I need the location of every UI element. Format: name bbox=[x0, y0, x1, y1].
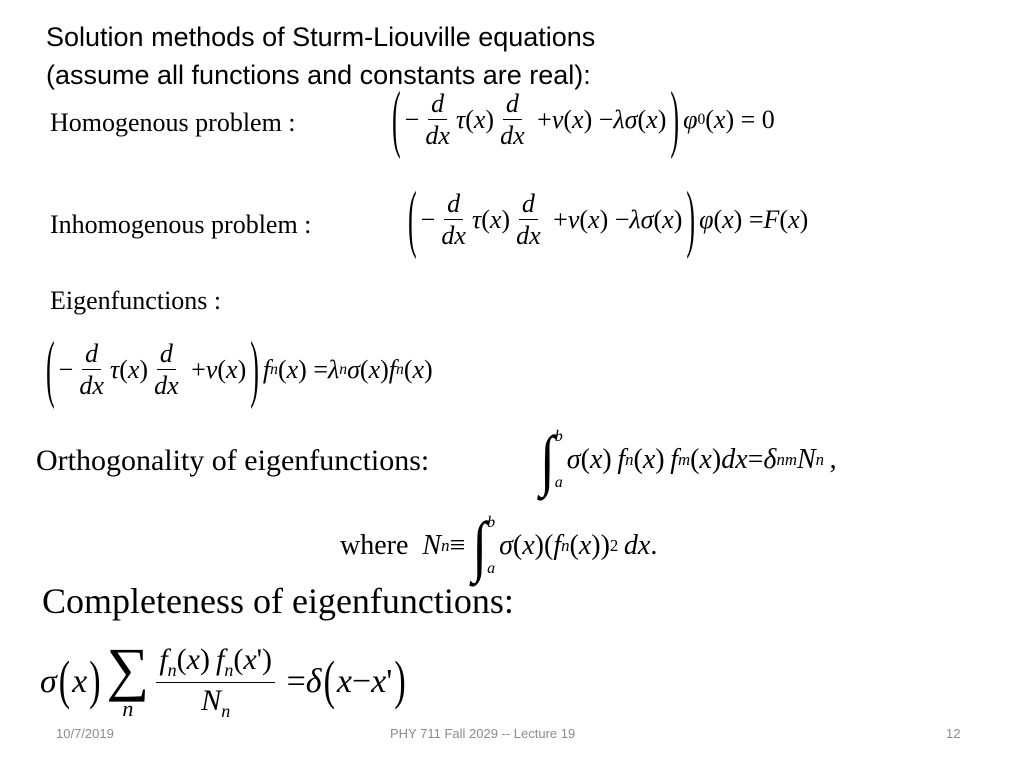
orthogonality-label: Orthogonality of eigenfunctions: bbox=[36, 444, 430, 477]
title-line-2: (assume all functions and constants are real): bbox=[46, 60, 591, 90]
footer-page-number: 12 bbox=[946, 726, 961, 741]
completeness-equation: σ ( x ) ∑ n $\frac{f_n(x) f_n(x')}{N_n}$ = δ ( x − x ' ) bbox=[40, 636, 406, 721]
slide-title bbox=[46, 18, 595, 94]
inhomogenous-label: Inhomogenous problem : bbox=[50, 210, 312, 239]
eigenfunctions-equation: ( − $\frac{d}{dx}$ τ ( x ) $\frac{d}{dx}$ + v ( x ) ) f n ( x ) = λ n σ ( x ) f n ( x ) bbox=[46, 326, 433, 411]
orthogonality-equation: ∫ b a σ ( x ) f n ( x ) f m ( x ) dx = δ nm N n , bbox=[540, 422, 837, 498]
homogenous-label: Homogenous problem : bbox=[50, 108, 296, 137]
normalization-equation: where N n ≡ ∫ b a σ ( x )( f n ( x )) 2 dx . bbox=[340, 508, 658, 584]
completeness-label: Completeness of eigenfunctions: bbox=[42, 581, 514, 621]
eigenfunctions-label: Eigenfunctions : bbox=[50, 286, 222, 315]
title-line-1: Solution methods of Sturm-Liouville equations bbox=[46, 22, 596, 52]
footer-date: 10/7/2019 bbox=[56, 726, 114, 741]
footer-course: PHY 711 Fall 2029 -- Lecture 19 bbox=[390, 726, 576, 741]
homogenous-equation: ( − $\frac{d}{dx}$ τ ( x ) $\frac{d}{dx}$ + v ( x ) − λσ ( x ) ) φ 0 ( x ) = 0 bbox=[392, 76, 775, 161]
where-label: where bbox=[340, 530, 409, 561]
inhomogenous-equation: ( − $\frac{d}{dx}$ τ ( x ) $\frac{d}{dx}$ + v ( x ) − λσ ( x ) ) φ ( x ) = F ( x ) bbox=[408, 176, 809, 261]
